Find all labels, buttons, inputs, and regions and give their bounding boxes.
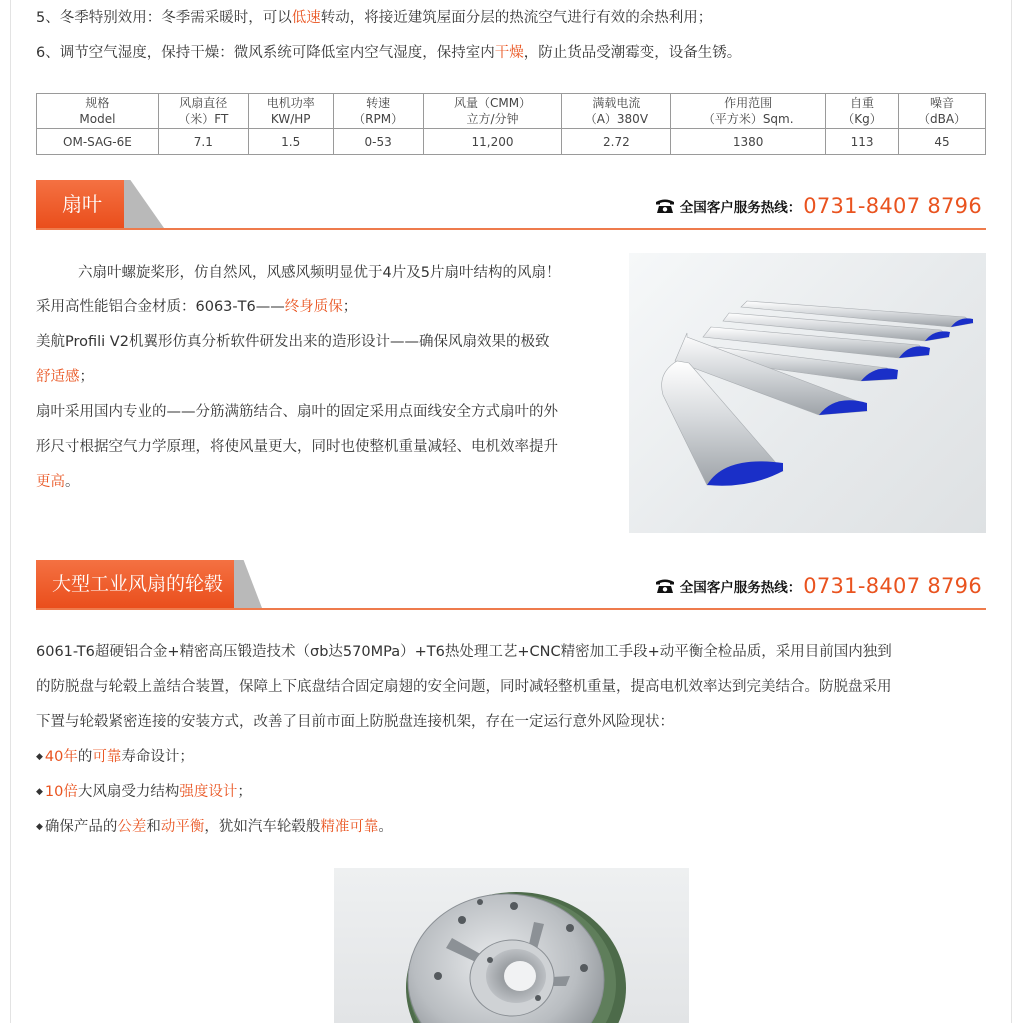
hub-bullet-3-highlight-2: 动平衡 [160,819,205,835]
hub-bullet-3-text-3: 。 [378,819,393,835]
spec-header-diameter: 风扇直径 （米）FT [158,94,248,129]
spec-header-coverage: 作用范围 （平方米）Sqm. [671,94,826,129]
intro-item-6 [36,43,741,63]
section-title-hub: 大型工业风扇的轮毂 [36,560,234,608]
spec-table [36,93,986,155]
hub-bullet-3 [36,817,393,839]
hub-bullet-2 [36,782,252,804]
intro-item-5-suffix: 转动，将接近建筑屋面分层的热流空气进行有效的余热利用； [320,10,713,26]
section-divider [36,608,986,610]
hub-paragraph-2: 的防脱盘与轮毂上盖结合装置，保障上下底盘结合固定扇翅的安全问题，同时减轻整机重量，提高电机效率达到完美结合。防脱盘采用 [36,679,892,695]
bullet-icon: ◆ [36,822,43,832]
hub-bullet-1-text-2: 寿命设计； [121,749,194,765]
spec-header-power: 电机功率 KW/HP [248,94,333,129]
hub-bullet-3-highlight-3: 精准可靠 [320,819,379,835]
hub-bullet-2-text-2: ； [237,784,252,800]
spec-cell-power: 1.5 [248,129,333,155]
blade-paragraph-3a: 美航Profili V2机翼形仿真分析软件研发出来的造形设计——确保风扇效果的极致 [36,334,550,350]
spec-header-current: 满载电流 （A）380V [562,94,671,129]
hub-bullet-3-text-0: 确保产品的 [44,819,118,835]
hotline-label: 全国客户服务热线： [679,200,802,216]
hotline [655,572,982,600]
blade-paragraph-1: 六扇叶螺旋桨形，仿自然风，风感风频明显优于4片及5片扇叶结构的风扇！ [78,265,561,281]
table-row [37,129,986,155]
fan-hub-image [334,868,689,1023]
hub-bullet-2-text-1: 大风扇受力结构 [77,784,180,800]
spec-table-header-row [37,94,986,129]
hub-bullet-1-highlight-1: 40年 [44,749,78,765]
spec-header-speed: 转速 （RPM） [333,94,423,129]
hotline-number: 0731-8407 8796 [803,574,982,598]
hub-bullet-3-text-1: 和 [146,819,161,835]
hub-bullet-2-highlight-2: 强度设计 [179,784,238,800]
blade-paragraph-4a: 扇叶采用国内专业的——分筋满筋结合、扇叶的固定采用点面线安全方式扇叶的外 [36,404,558,420]
blade-paragraph-3b-highlight: 舒适感 [36,369,80,385]
hotline-number: 0731-8407 8796 [803,194,982,218]
spec-header-airflow: 风量（CMM） 立方/分钟 [423,94,562,129]
hub-bullet-1-highlight-2: 可靠 [92,749,122,765]
hub-bullet-1-text-1: 的 [77,749,93,765]
spec-cell-noise: 45 [899,129,986,155]
blade-paragraph-2 [36,297,357,317]
spec-cell-model: OM-SAG-6E [37,129,159,155]
intro-item-6-text: 6、调节空气湿度，保持干燥：微风系统可降低室内空气湿度，保持室内 [36,45,495,61]
section-header-blade [36,178,986,230]
hotline [655,192,982,220]
section-divider [36,228,986,230]
spec-header-weight: 自重 （Kg） [826,94,899,129]
spec-cell-current: 2.72 [562,129,671,155]
hub-bullet-3-highlight-1: 公差 [117,819,147,835]
blade-paragraph-2-text: 采用高性能铝合金材质：6063-T6—— [36,299,285,315]
hub-bullet-3-text-2: ，犹如汽车轮毂般 [204,819,321,835]
section-title-blade: 扇叶 [36,180,124,228]
spec-cell-diameter: 7.1 [158,129,248,155]
spec-cell-coverage: 1380 [671,129,826,155]
blade-paragraph-4c-highlight: 更高 [36,474,65,490]
spec-cell-speed: 0-53 [333,129,423,155]
spec-header-noise: 噪音 （dBA） [899,94,986,129]
blade-paragraph-2-highlight: 终身质保 [284,299,343,315]
page-frame-right [1011,0,1012,1023]
fan-blade-image [629,253,986,533]
spec-cell-airflow: 11,200 [423,129,562,155]
intro-item-5-text: 5、冬季特别效用：冬季需采暖时，可以 [36,10,292,26]
section-header-hub [36,558,986,610]
blade-paragraph-4b: 形尺寸根据空气力学原理，将使风量更大，同时也使整机重量减轻、电机效率提升 [36,439,558,455]
hub-bullet-1 [36,747,194,769]
spec-header-model: 规格 Model [37,94,159,129]
intro-item-5 [36,8,712,28]
hub-paragraph-3: 下置与轮毂紧密连接的安装方式，改善了目前市面上防脱盘连接机架，存在一定运行意外风险现状： [36,714,674,730]
bullet-icon: ◆ [36,787,43,797]
intro-item-5-highlight: 低速 [291,10,321,26]
hub-paragraph-1: 6061-T6超硬铝合金+精密高压锻造技术（σb达570MPa）+T6热处理工艺+CNC精密加工手段+动平衡全检品质，采用目前国内独到 [36,644,892,660]
blade-paragraph-3b [36,367,94,387]
hub-bullet-2-highlight-1: 10倍 [44,784,78,800]
blade-paragraph-2-suffix: ； [342,299,358,315]
page-frame-left [10,0,11,1023]
hotline-label: 全国客户服务热线： [679,580,802,596]
phone-icon [655,198,675,214]
spec-cell-weight: 113 [826,129,899,155]
blade-paragraph-4c-suffix: 。 [65,474,80,490]
blade-paragraph-4c [36,472,80,492]
intro-item-6-suffix: ，防止货品受潮霉变，设备生锈。 [523,45,742,61]
blade-paragraph-3b-suffix: ； [79,369,94,385]
intro-item-6-highlight: 干燥 [494,45,524,61]
phone-icon [655,578,675,594]
bullet-icon: ◆ [36,752,43,762]
